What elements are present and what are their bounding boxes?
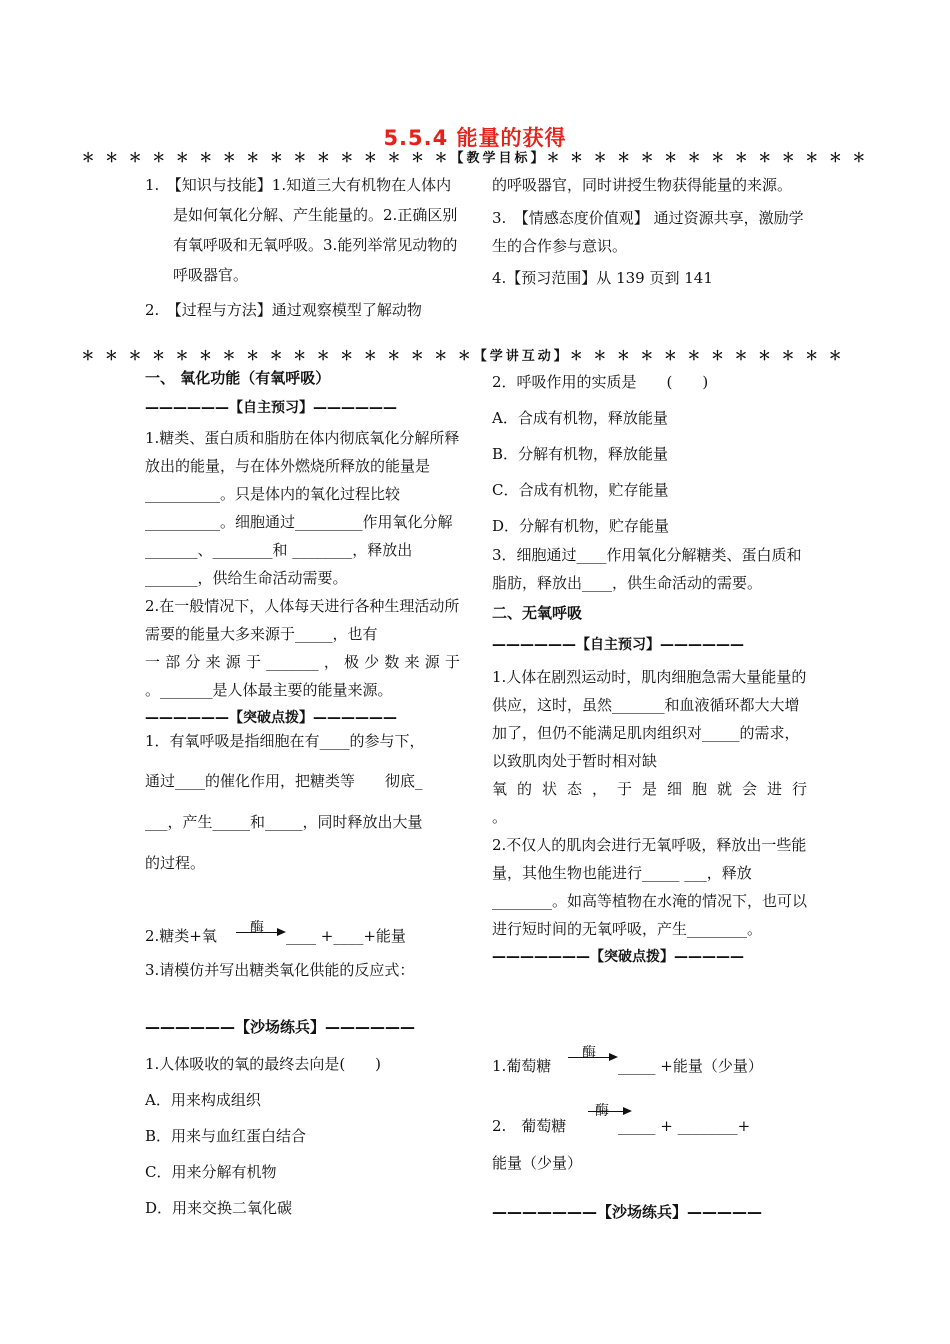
question-oxygen-stem: 1.人体吸收的氧的最终去向是( ): [145, 1055, 382, 1073]
anaerobic-equation2-left: 2. 葡萄糖: [492, 1117, 567, 1135]
option-d: D．用来交换二氧化碳: [145, 1199, 293, 1217]
option-a: A．合成有机物，释放能量: [492, 409, 668, 427]
goal-process: 2. 【过程与方法】通过观察模型了解动物: [145, 301, 422, 319]
bar-self-preview: ——————【自主预习】——————: [145, 400, 397, 416]
bar-breakthrough-2: ———————【突破点拨】—————: [492, 949, 744, 965]
aerobic-equation-left: 2.糖类+氧: [145, 927, 217, 945]
reaction-arrow-icon: [568, 1057, 610, 1058]
anaerobic-equation1-right: _____ +能量（少量）: [618, 1057, 763, 1075]
interact-header: ＊ ＊ ＊ ＊ ＊ ＊ ＊ ＊ ＊ ＊ ＊ ＊ ＊ ＊ ＊ ＊ ＊【学讲互动】＊ ＊ ＊ ＊ ＊ ＊ ＊ ＊ ＊ ＊ ＊ ＊: [81, 349, 845, 364]
section-aerobic-heading: 一、 氧化功能（有氧呼吸）: [145, 369, 331, 387]
aerobic-equation-right: ____ +____+能量: [286, 927, 406, 945]
right-column: [492, 541, 807, 971]
anaerobic-equation2-tail: 能量（少量）: [492, 1154, 583, 1172]
aerobic-definition-line1: 1．有氧呼吸是指细胞在有____的参与下，: [145, 732, 425, 750]
question-essence-stem: 2．呼吸作用的实质是 ( ): [492, 373, 709, 391]
bar-self-preview-2: ——————【自主预习】——————: [492, 637, 744, 653]
goals-right-column: [492, 170, 807, 292]
enzyme-label: 酶: [595, 1103, 609, 1119]
enzyme-label: 酶: [582, 1045, 596, 1061]
anaerobic-equation2-right: _____ + ________+: [618, 1117, 751, 1135]
question-oxygen-destination: [145, 1046, 460, 1226]
option-d: D．分解有机物，贮存能量: [492, 517, 670, 535]
question-respiration-essence: [492, 364, 807, 544]
anaerobic-preview-q1-line: 氧的状态，于是细胞就会进行: [492, 780, 807, 798]
goal-knowledge: 1. 【知识与技能】1.知道三大有机物在人体内是如何氧化分解、产生能量的。2.正确区别有氧呼吸和无氧呼吸。3.能列举常见动物的呼吸器官。: [145, 176, 458, 284]
anaerobic-preview-q1: 1.人体在剧烈运动时，肌肉细胞急需大量能量的供应，这时，虽然_______和血液循环都大大增加了，但仍不能满足肌肉组织对_____的需求，以致肌肉处于暂时相对缺: [492, 668, 807, 770]
left-column: [145, 364, 460, 732]
reaction-arrow-icon: [236, 932, 278, 933]
aerobic-definition-line3: ___，产生_____和_____，同时释放出大量: [145, 813, 423, 831]
preview-q1: 1.糖类、蛋白质和脂肪在体内彻底氧化分解所释放出的能量，与在体外燃烧所释放的能量是__________。只是体内的氧化过程比较__________。细胞通过_________作用氧化分解_______、________和 ________，释放出_______，供给生命活动需要。: [145, 429, 460, 587]
aerobic-definition-line4: 的过程。: [145, 854, 206, 872]
goal-attitude: 3. 【情感态度价值观】 通过资源共享，激励学生的合作参与意识。: [492, 209, 804, 255]
option-b: B．分解有机物，释放能量: [492, 445, 669, 463]
preview-q2-line: 一部分来源于_______，极少数来源于: [145, 653, 460, 671]
question-cell-respiration: 3．细胞通过____作用氧化分解糖类、蛋白质和脂肪，释放出____，供生命活动的需要。: [492, 546, 802, 592]
anaerobic-preview-q1-end: 。: [492, 808, 508, 826]
enzyme-label: 酶: [250, 920, 264, 936]
bar-drill-2: ———————【沙场练兵】—————: [492, 1203, 763, 1221]
preview-q2: 2.在一般情况下，人体每天进行各种生理活动所需要的能量大多来源于_____，也有: [145, 597, 460, 643]
section-anaerobic-heading: 二、无氧呼吸: [492, 604, 583, 622]
anaerobic-preview-q2: 2.不仅人的肌肉会进行无氧呼吸，释放出一些能量，其他生物也能进行_____ ___，释放________。如高等植物在水淹的情况下，也可以进行短时间的无氧呼吸，产生________。: [492, 836, 808, 938]
anaerobic-equation1-left: 1.葡萄糖: [492, 1057, 552, 1075]
goal-process-cont: 的呼吸器官，同时讲授生物获得能量的来源。: [492, 176, 793, 194]
aerobic-definition-line2: 通过____的催化作用，把糖类等 彻底_: [145, 772, 423, 790]
option-a: A．用来构成组织: [145, 1091, 261, 1109]
goal-preview-range: 4.【预习范围】从 139 页到 141: [492, 269, 713, 287]
page-title: 5.5.4 能量的获得: [383, 126, 567, 150]
preview-q2-end: 。_______是人体最主要的能量来源。: [145, 681, 393, 699]
goals-header: ＊ ＊ ＊ ＊ ＊ ＊ ＊ ＊ ＊ ＊ ＊ ＊ ＊ ＊ ＊ ＊【教学目标】＊ ＊ ＊ ＊ ＊ ＊ ＊ ＊ ＊ ＊ ＊ ＊ ＊ ＊: [81, 151, 869, 166]
bar-drill: ——————【沙场练兵】——————: [145, 1018, 416, 1036]
option-c: C．用来分解有机物: [145, 1163, 277, 1181]
option-c: C．合成有机物，贮存能量: [492, 481, 669, 499]
imitate-equation-prompt: 3.请模仿并写出糖类氧化供能的反应式：: [145, 961, 415, 979]
goals-left-column: [145, 170, 460, 324]
bar-breakthrough: ——————【突破点拨】——————: [145, 710, 397, 726]
option-b: B．用来与血红蛋白结合: [145, 1127, 307, 1145]
